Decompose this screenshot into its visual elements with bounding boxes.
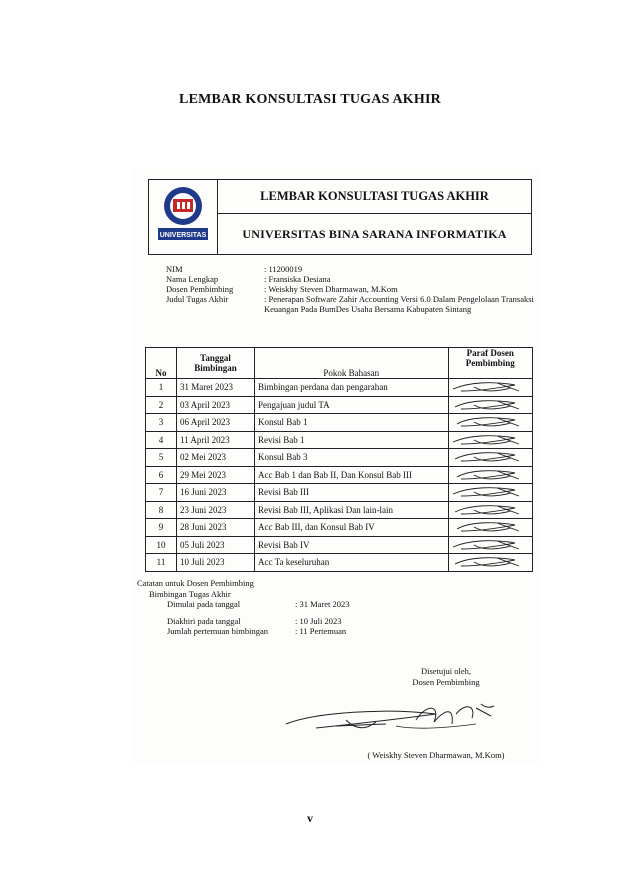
paraf-signature <box>449 432 527 448</box>
col-topic: Pokok Bahasan <box>255 348 449 379</box>
thesis-value: : Penerapan Software Zahir Accounting Versi 6.0 Dalam Pengelolaan Transaksi Keuangan Pada BumDes Usaha Bersama Kabupaten Sintang <box>264 294 534 314</box>
table-row <box>146 501 533 519</box>
row-topic: Konsul Bab 3 <box>255 449 449 467</box>
row-date: 10 Juli 2023 <box>177 554 255 572</box>
consultation-table <box>145 347 533 572</box>
signer-name: ( Weiskhy Steven Dharmawan, M.Kom) <box>367 750 505 760</box>
university-name: UNIVERSITAS BINA SARANA INFORMATIKA <box>242 226 507 241</box>
row-signature <box>448 536 532 554</box>
advisor-notes <box>137 578 437 637</box>
row-no: 6 <box>146 466 177 484</box>
paraf-signature <box>449 554 527 570</box>
form-header <box>148 179 532 255</box>
notes-heading: Catatan untuk Dosen Pembimbing <box>137 578 254 588</box>
approver-role: Dosen Pembimbing <box>412 677 480 687</box>
row-signature <box>448 501 532 519</box>
row-topic: Konsul Bab 1 <box>255 414 449 432</box>
row-no: 7 <box>146 484 177 502</box>
advisor-label: Dosen Pembimbing <box>166 284 234 294</box>
row-topic: Revisi Bab 1 <box>255 431 449 449</box>
end-value: : 10 Juli 2023 <box>295 615 342 626</box>
paraf-signature <box>449 537 527 553</box>
row-topic: Bimbingan perdana dan pengarahan <box>255 379 449 397</box>
table-row <box>146 396 533 414</box>
row-date: 03 April 2023 <box>177 396 255 414</box>
row-no: 1 <box>146 379 177 397</box>
row-topic: Revisi Bab IV <box>255 536 449 554</box>
count-value: : 11 Pertemuan <box>295 626 347 636</box>
row-signature <box>448 484 532 502</box>
count-label: Jumlah pertemuan bimbingan <box>167 626 269 636</box>
row-topic: Revisi Bab III <box>255 484 449 502</box>
approved-by: Disetujui oleh, <box>420 666 472 676</box>
name-value: : Fransiska Desiana <box>264 274 331 284</box>
col-sign: Paraf Dosen Pembimbing <box>448 348 532 379</box>
table-row <box>146 466 533 484</box>
name-label: Nama Lengkap <box>166 274 219 284</box>
row-no: 10 <box>146 536 177 554</box>
row-signature <box>448 379 532 397</box>
paraf-signature <box>449 467 527 483</box>
row-date: 28 Juni 2023 <box>177 519 255 537</box>
nim-label: NIM <box>166 264 183 274</box>
row-date: 31 Maret 2023 <box>177 379 255 397</box>
start-label: Dimulai pada tanggal <box>167 599 241 609</box>
row-topic: Acc Bab 1 dan Bab II, Dan Konsul Bab III <box>255 466 449 484</box>
row-signature <box>448 554 532 572</box>
row-signature <box>448 466 532 484</box>
row-no: 5 <box>146 449 177 467</box>
table-row <box>146 519 533 537</box>
row-topic: Acc Ta keseluruhan <box>255 554 449 572</box>
row-date: 02 Mei 2023 <box>177 449 255 467</box>
table-row <box>146 484 533 502</box>
table-row <box>146 379 533 397</box>
paraf-signature <box>449 414 527 430</box>
logo-cell <box>149 180 218 254</box>
table-row <box>146 536 533 554</box>
row-date: 16 Juni 2023 <box>177 484 255 502</box>
row-date: 05 Juli 2023 <box>177 536 255 554</box>
start-value: : 31 Maret 2023 <box>295 599 350 609</box>
nim-value: : 11200019 <box>264 264 303 274</box>
row-topic: Pengajuan judul TA <box>255 396 449 414</box>
university-logo <box>158 184 208 242</box>
row-signature <box>448 431 532 449</box>
row-no: 4 <box>146 431 177 449</box>
paraf-signature <box>449 484 527 500</box>
form-title: LEMBAR KONSULTASI TUGAS AKHIR <box>218 180 531 214</box>
paraf-signature <box>449 397 527 413</box>
page-title: LEMBAR KONSULTASI TUGAS AKHIR <box>179 92 441 107</box>
row-date: 29 Mei 2023 <box>177 466 255 484</box>
page-number: v <box>307 811 313 825</box>
col-no: No <box>146 348 177 379</box>
approval-block <box>371 666 521 688</box>
scanned-form <box>131 168 541 764</box>
row-no: 2 <box>146 396 177 414</box>
row-signature <box>448 414 532 432</box>
row-signature <box>448 396 532 414</box>
paraf-signature <box>449 502 527 518</box>
thesis-label: Judul Tugas Akhir <box>166 294 229 304</box>
row-signature <box>448 519 532 537</box>
row-no: 9 <box>146 519 177 537</box>
row-no: 11 <box>146 554 177 572</box>
paraf-signature <box>449 379 527 395</box>
table-header-row <box>146 348 533 379</box>
row-date: 23 Juni 2023 <box>177 501 255 519</box>
row-topic: Revisi Bab III, Aplikasi Dan lain-lain <box>255 501 449 519</box>
notes-subheading: Bimbingan Tugas Akhir <box>149 588 231 599</box>
table-row <box>146 431 533 449</box>
advisor-value: : Weiskhy Steven Dharmawan, M.Kom <box>264 284 398 294</box>
table-row <box>146 449 533 467</box>
row-no: 8 <box>146 501 177 519</box>
row-no: 3 <box>146 414 177 432</box>
table-row <box>146 414 533 432</box>
end-label: Diakhiri pada tanggal <box>167 615 241 626</box>
row-signature <box>448 449 532 467</box>
row-topic: Acc Bab III, dan Konsul Bab IV <box>255 519 449 537</box>
row-date: 11 April 2023 <box>177 431 255 449</box>
student-info <box>166 264 536 314</box>
logo-text: UNIVERSITAS <box>159 232 207 239</box>
table-row <box>146 554 533 572</box>
row-date: 06 April 2023 <box>177 414 255 432</box>
paraf-signature <box>449 519 527 535</box>
col-date: Tanggal Bimbingan <box>177 348 255 379</box>
advisor-signature <box>276 694 516 744</box>
paraf-signature <box>449 449 527 465</box>
